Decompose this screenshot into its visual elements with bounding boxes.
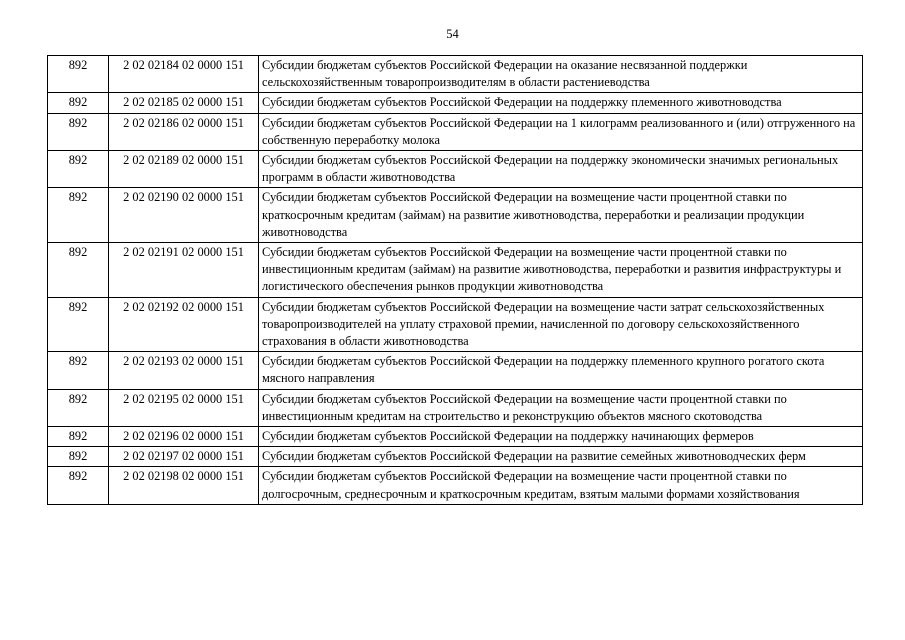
table-row bbox=[48, 56, 863, 93]
admin-code-cell: 892 bbox=[48, 427, 109, 447]
revenue-name-cell: Субсидии бюджетам субъектов Российской Федерации на возмещение части процентной ставки по краткосрочным кредитам (займам) на развитие животноводства, переработки и реализации продукции животноводства bbox=[259, 188, 863, 243]
table-row bbox=[48, 389, 863, 426]
budget-code-cell: 2 02 02196 02 0000 151 bbox=[109, 427, 259, 447]
budget-codes-table bbox=[47, 55, 863, 505]
budget-code-cell: 2 02 02189 02 0000 151 bbox=[109, 151, 259, 188]
admin-code-cell: 892 bbox=[48, 243, 109, 298]
budget-code-cell: 2 02 02197 02 0000 151 bbox=[109, 447, 259, 467]
revenue-name-cell: Субсидии бюджетам субъектов Российской Федерации на поддержку экономически значимых региональных программ в области животноводства bbox=[259, 151, 863, 188]
revenue-name-cell: Субсидии бюджетам субъектов Российской Федерации на поддержку начинающих фермеров bbox=[259, 427, 863, 447]
table-row bbox=[48, 188, 863, 243]
budget-code-cell: 2 02 02198 02 0000 151 bbox=[109, 467, 259, 504]
admin-code-cell: 892 bbox=[48, 447, 109, 467]
table-row bbox=[48, 113, 863, 150]
page-number: 54 bbox=[446, 27, 459, 41]
revenue-name-cell: Субсидии бюджетам субъектов Российской Федерации на возмещение части процентной ставки по долгосрочным, среднесрочным и краткосрочным кредитам, взятым малыми формами хозяйствования bbox=[259, 467, 863, 504]
revenue-name-cell: Субсидии бюджетам субъектов Российской Федерации на развитие семейных животноводческих ферм bbox=[259, 447, 863, 467]
budget-code-cell: 2 02 02192 02 0000 151 bbox=[109, 297, 259, 352]
table-row bbox=[48, 151, 863, 188]
revenue-name-cell: Субсидии бюджетам субъектов Российской Федерации на возмещение части процентной ставки по инвестиционным кредитам на строительство и реконструкцию объектов мясного скотоводства bbox=[259, 389, 863, 426]
budget-code-cell: 2 02 02185 02 0000 151 bbox=[109, 93, 259, 113]
admin-code-cell: 892 bbox=[48, 389, 109, 426]
admin-code-cell: 892 bbox=[48, 151, 109, 188]
budget-code-cell: 2 02 02193 02 0000 151 bbox=[109, 352, 259, 389]
revenue-name-cell: Субсидии бюджетам субъектов Российской Федерации на возмещение части процентной ставки по инвестиционным кредитам (займам) на развитие животноводства, переработки и развития инфраструктуры и логистического обеспечения рынков продукции животноводства bbox=[259, 243, 863, 298]
table-row bbox=[48, 297, 863, 352]
revenue-name-cell: Субсидии бюджетам субъектов Российской Федерации на поддержку племенного крупного рогатого скота мясного направления bbox=[259, 352, 863, 389]
admin-code-cell: 892 bbox=[48, 113, 109, 150]
table-row bbox=[48, 447, 863, 467]
table-row bbox=[48, 243, 863, 298]
budget-code-cell: 2 02 02186 02 0000 151 bbox=[109, 113, 259, 150]
revenue-name-cell: Субсидии бюджетам субъектов Российской Федерации на оказание несвязанной поддержки сельскохозяйственным товаропроизводителям в области растениеводства bbox=[259, 56, 863, 93]
admin-code-cell: 892 bbox=[48, 352, 109, 389]
table-body bbox=[48, 56, 863, 505]
revenue-name-cell: Субсидии бюджетам субъектов Российской Федерации на возмещение части затрат сельскохозяйственных товаропроизводителей на уплату страховой премии, начисленной по договору сельскохозяйственного страхования в области животноводства bbox=[259, 297, 863, 352]
budget-code-cell: 2 02 02184 02 0000 151 bbox=[109, 56, 259, 93]
admin-code-cell: 892 bbox=[48, 56, 109, 93]
table-row bbox=[48, 467, 863, 504]
budget-code-cell: 2 02 02191 02 0000 151 bbox=[109, 243, 259, 298]
revenue-name-cell: Субсидии бюджетам субъектов Российской Федерации на 1 килограмм реализованного и (или) отгруженного на собственную переработку молока bbox=[259, 113, 863, 150]
budget-code-cell: 2 02 02190 02 0000 151 bbox=[109, 188, 259, 243]
budget-code-cell: 2 02 02195 02 0000 151 bbox=[109, 389, 259, 426]
revenue-name-cell: Субсидии бюджетам субъектов Российской Федерации на поддержку племенного животноводства bbox=[259, 93, 863, 113]
table-row bbox=[48, 427, 863, 447]
admin-code-cell: 892 bbox=[48, 467, 109, 504]
table-row bbox=[48, 93, 863, 113]
table-row bbox=[48, 352, 863, 389]
admin-code-cell: 892 bbox=[48, 188, 109, 243]
admin-code-cell: 892 bbox=[48, 297, 109, 352]
admin-code-cell: 892 bbox=[48, 93, 109, 113]
